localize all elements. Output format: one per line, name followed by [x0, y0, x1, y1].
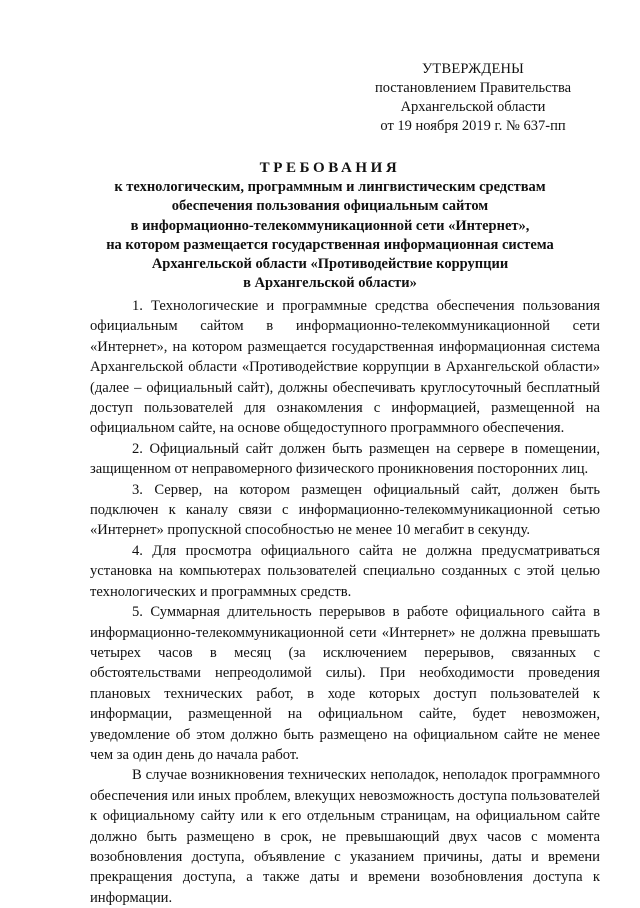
heading-line: в Архангельской области» [243, 275, 417, 292]
heading-line: Архангельской области «Противодействие коррупции [151, 256, 509, 273]
paragraph-4: 4. Для просмотра официального сайта не должна предусматриваться установка на компьютерах пользователей специально созданных с этой целью технологических и программных средств. [90, 542, 600, 600]
heading-line: к технологическим, программным и лингвистическим средствам [114, 179, 546, 196]
heading-line: обеспечения пользования официальным сайтом [171, 198, 489, 215]
heading-line: на котором размещается государственная информационная система [106, 236, 554, 253]
paragraph-1: 1. Технологические и программные средства обеспечения пользования официальным сайтом в информационно-телекоммуникационной сети «Интернет», на котором размещается государственная информационная система Архангельской области «Противодействие коррупции в Архангельской области» (далее – официальный сайт), должны обеспечивать круглосуточный бесплатный доступ пользователей для ознакомления с информацией, размещенной на официальном сайте, на основе общедоступного программного обеспечения. [90, 298, 600, 437]
approval-title: УТВЕРЖДЕНЫ [421, 61, 525, 77]
document-body [90, 296, 600, 908]
document-title: ТРЕБОВАНИЯ [259, 160, 401, 176]
paragraph-2: 2. Официальный сайт должен быть размещен на сервере в помещении, защищенном от неправомерного физического проникновения посторонних лиц. [90, 440, 600, 478]
paragraph-6: В случае возникновения технических неполадок, неполадок программного обеспечения или иных проблем, влекущих невозможность доступа пользователей к официальному сайту или к его отдельным страницам, на официальном сайте должно быть размещено в срок, не превышающий двух часов с момента возобновления доступа, объявление с указанием причины, даты и времени прекращения доступа, а также даты и времени возобновления доступа к информации. [90, 767, 600, 906]
approval-stamp [360, 60, 586, 136]
approval-line-region: Архангельской области [400, 99, 546, 115]
document-heading [60, 159, 600, 293]
paragraph-3: 3. Сервер, на котором размещен официальный сайт, должен быть подключен к каналу связи с информационно-телекоммуникационной сетью «Интернет» пропускной способностью не менее 10 мегабит в секунду. [90, 481, 600, 539]
paragraph-5: 5. Суммарная длительность перерывов в работе официального сайта в информационно-телекоммуникационной сети «Интернет» не должна превышать четырех часов в месяц (за исключением перерывов, связанных с обстоятельствами непреодолимой силы). При необходимости проведения плановых технических работ, в ходе которых доступ пользователей к информации, размещенной на официальном сайте, будет невозможен, уведомление об этом должно быть размещено на официальном сайте не менее чем за один день до начала работ. [90, 604, 600, 763]
approval-line-decree: постановлением Правительства [374, 80, 572, 96]
approval-line-date: от 19 ноября 2019 г. № 637-пп [380, 118, 566, 134]
heading-line: в информационно-телекоммуникационной сети «Интернет», [130, 217, 530, 234]
